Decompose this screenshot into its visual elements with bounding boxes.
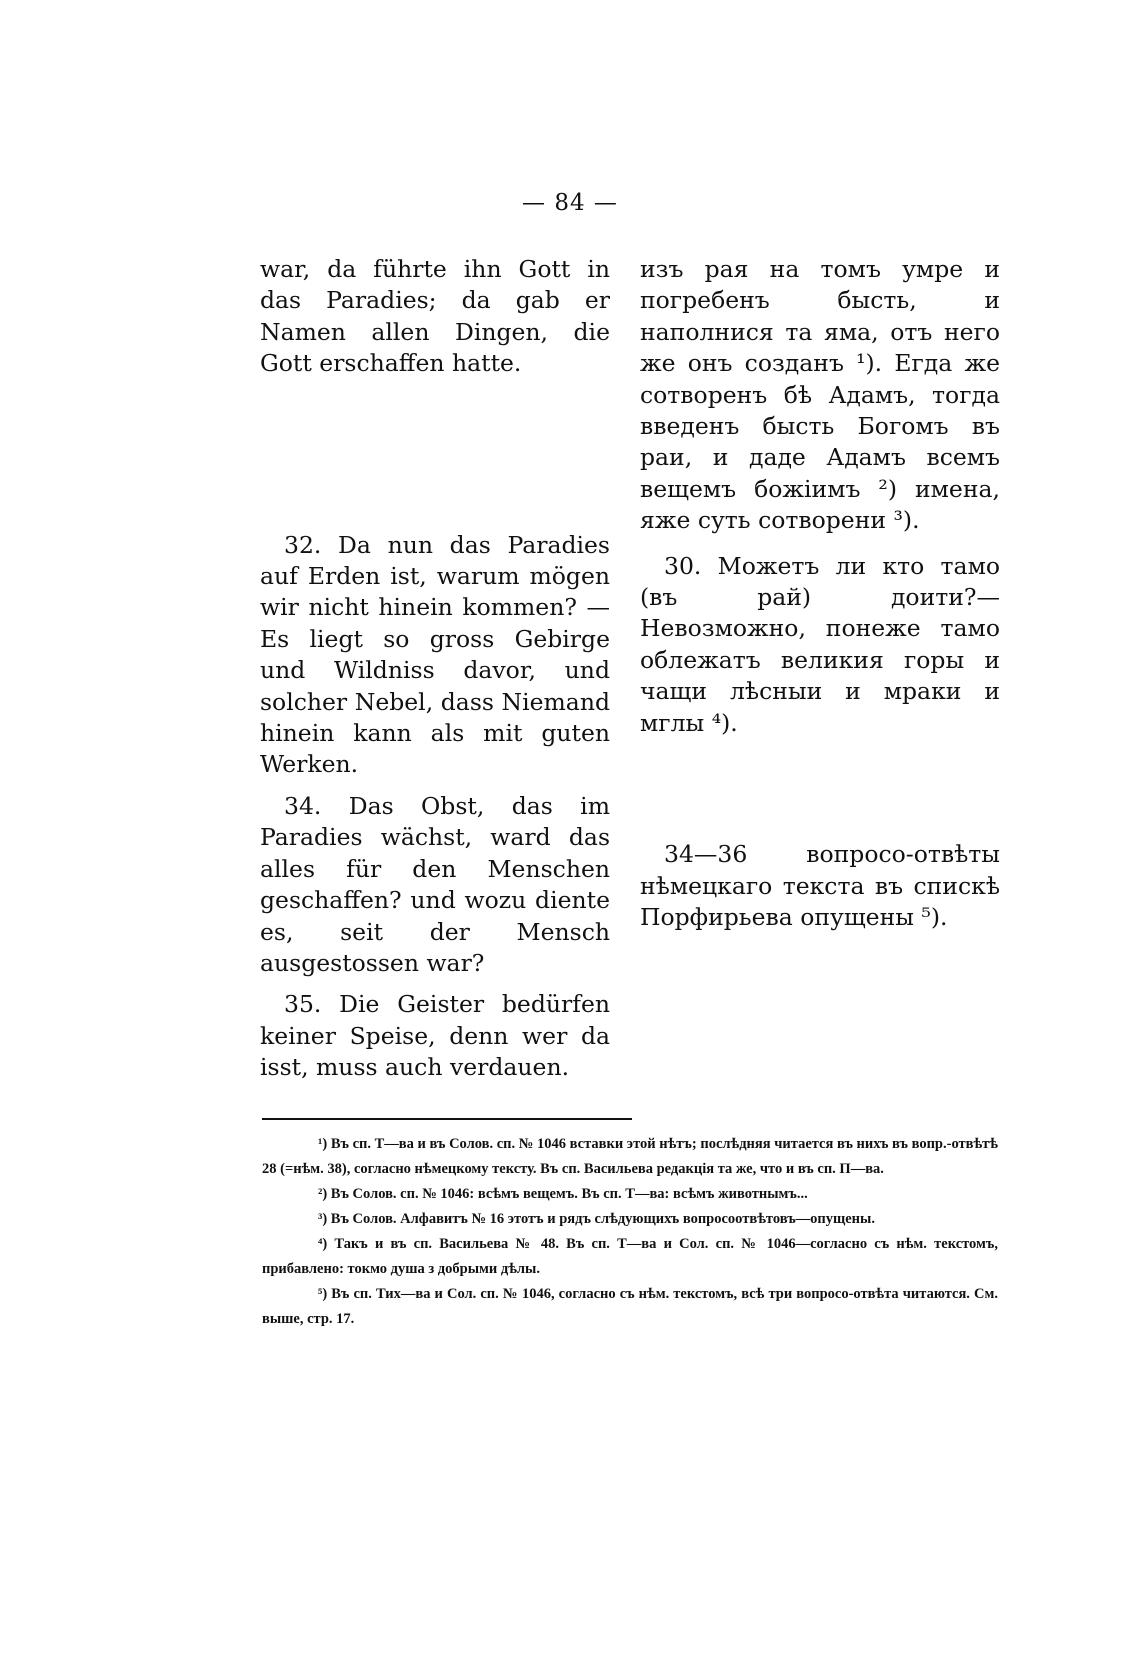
german-question-32: 32. Da nun das Paradies auf Erden ist, warum mögen wir nicht hinein kommen? — Es liegt so gross Gebirge und Wildniss davor, und solcher Nebel, dass Niemand hinein kann als mit guten Werken. [260, 530, 610, 779]
footnote-4: ⁴) Такъ и въ сп. Васильева № 48. Въ сп. Т—ва и Сол. сп. № 1046—согласно съ нѣм. текстомъ, прибавлено: токмо душа з добрыми дѣлы. [262, 1236, 998, 1277]
footnote-3: ³) Въ Солов. Алфавитъ № 16 этотъ и рядъ слѣдующихъ вопросоотвѣтовъ—опущены. [318, 1211, 875, 1227]
german-column [260, 254, 610, 1084]
page-number: — 84 — [522, 190, 618, 216]
footnote-5: ⁵) Въ сп. Тих—ва и Сол. сп. № 1046, согласно съ нѣм. текстомъ, всѣ три вопросо-отвѣта читаются. См. выше, стр. 17. [262, 1286, 998, 1327]
german-intro-paragraph: war, da führte ihn Gott in das Paradies; da gab er Namen allen Dingen, die Gott erschaffen hatte. [260, 255, 610, 378]
footnote-divider [262, 1118, 632, 1120]
footnote-2: ²) Въ Солов. сп. № 1046: всѣмъ вещемъ. Въ сп. Т—ва: всѣмъ животнымъ... [318, 1186, 808, 1202]
footnotes [262, 1132, 998, 1332]
german-question-35: 35. Die Geister bedürfen keiner Speise, denn wer da isst, muss auch verdauen. [260, 990, 610, 1082]
russian-question-30: 30. Можетъ ли кто тамо (въ рай) доити?—Невозможно, понеже тамо облежатъ великия горы и чащи лѣсныи и мраки и мглы ⁴). [640, 551, 1000, 737]
russian-column [640, 254, 1000, 933]
russian-note-34-36: 34—36 вопросо-отвѣты нѣмецкаго текста въ спискѣ Порфирьева опущены ⁵). [640, 840, 1000, 931]
footnote-1: ¹) Въ сп. Т—ва и въ Солов. сп. № 1046 вставки этой нѣтъ; послѣдняя читается въ нихъ въ вопр.-отвѣтѣ 28 (=нѣм. 38), согласно нѣмецкому тексту. Въ сп. Васильева редакція та же, что и въ сп. П—ва. [262, 1136, 998, 1177]
russian-intro-paragraph: изъ рая на томъ умре и погребенъ бысть, и наполнися та яма, отъ него же онъ созданъ ¹). Егда же сотворенъ бѣ Адамъ, тогда введенъ бысть Богомъ въ раи, и даде Адамъ всемъ вещемъ божіимъ ²) имена, яже суть сотворени ³). [640, 255, 1000, 535]
german-question-34: 34. Das Obst, das im Paradies wächst, ward das alles für den Menschen geschaffen? und wozu diente es, seit der Mensch ausgestossen war? [260, 791, 610, 977]
